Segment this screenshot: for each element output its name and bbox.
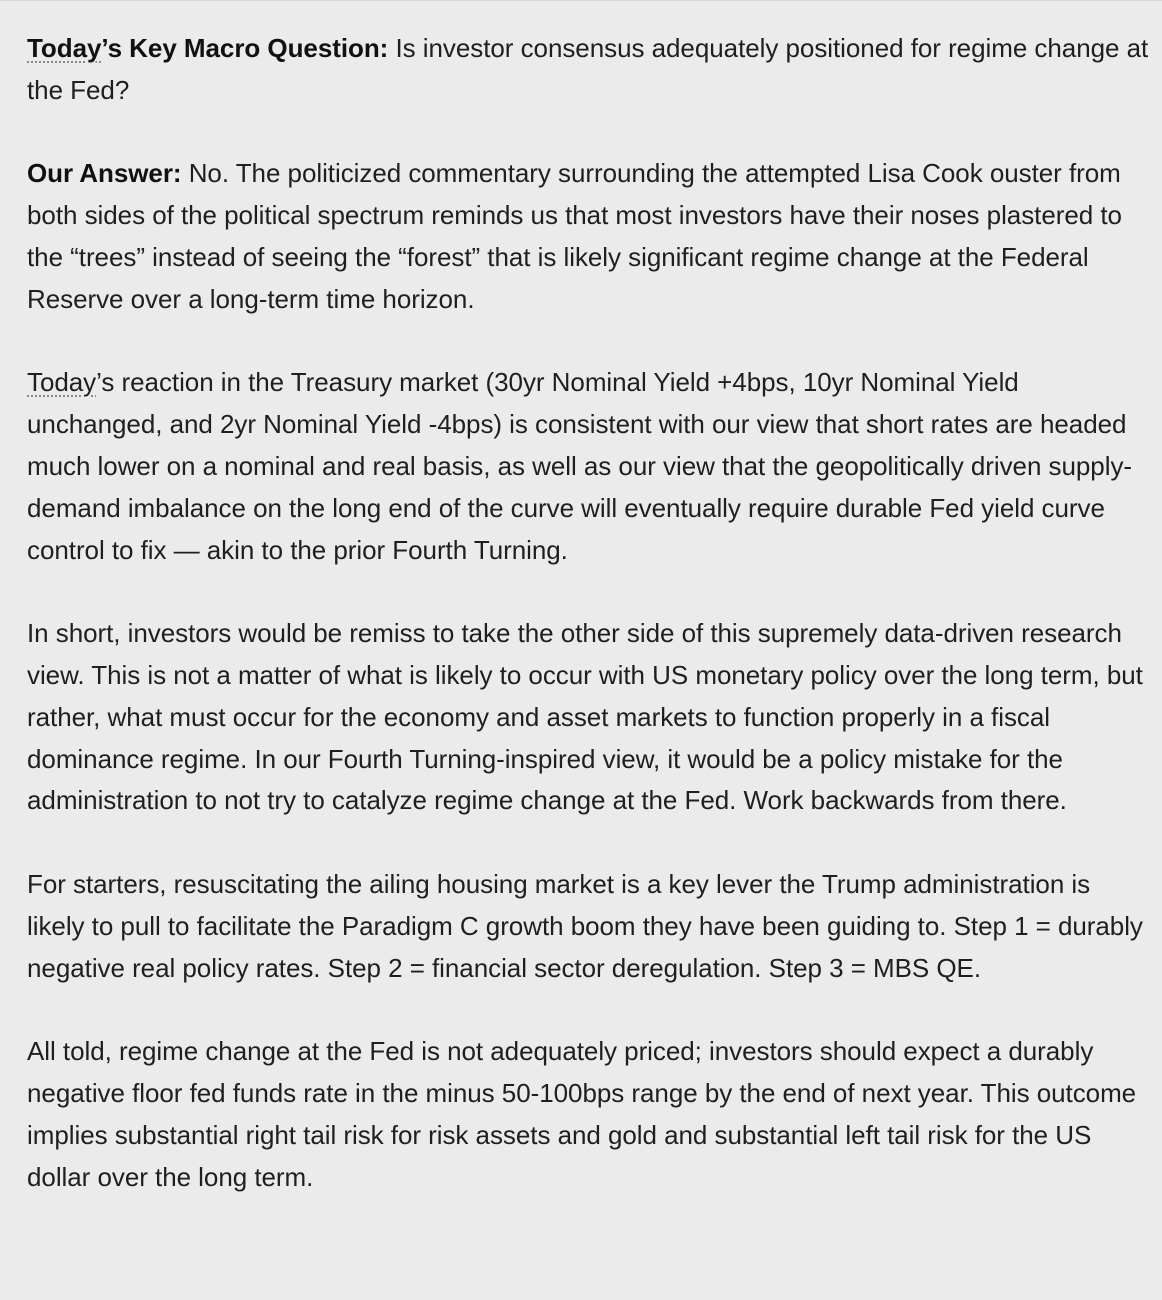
in-short-text: In short, investors would be remiss to take the other side of this supremely data-driven research view. This is not a matter of what is likely to occur with US monetary policy over the long term, but rather, what must occur for the economy and asset markets to function properly in a fiscal dominance regime. In our Fourth Turning-inspired view, it would be a policy mistake for the administration to not try to catalyze regime change at the Fed. Work backwards from there. bbox=[27, 618, 1143, 816]
article-body bbox=[27, 28, 1152, 1198]
paragraph-treasury-reaction bbox=[27, 362, 1152, 571]
key-question-text: Is investor consensus adequately positioned for regime change at the Fed? bbox=[27, 33, 1149, 105]
our-answer-label: Our Answer: bbox=[27, 158, 182, 189]
paragraph-for-starters bbox=[27, 864, 1152, 989]
paragraph-our-answer bbox=[27, 153, 1152, 320]
our-answer-text: No. The politicized commentary surrounding the attempted Lisa Cook ouster from both sides of the political spectrum reminds us that most investors have their noses plastered to the “trees” instead of seeing the “forest” that is likely significant regime change at the Federal Reserve over a long-term time horizon. bbox=[27, 158, 1122, 314]
treasury-reaction-text: ’s reaction in the Treasury market (30yr Nominal Yield +4bps, 10yr Nominal Yield unchanged, and 2yr Nominal Yield -4bps) is consistent with our view that short rates are headed much lower on a nominal and real basis, as well as our view that the geopolitically driven supply-demand imbalance on the long end of the curve will eventually require durable Fed yield curve control to fix — akin to the prior Fourth Turning. bbox=[27, 367, 1133, 565]
paragraph-key-question bbox=[27, 28, 1152, 112]
all-told-text: All told, regime change at the Fed is not adequately priced; investors should expect a durably negative floor fed funds rate in the minus 50-100bps range by the end of next year. This outcome implies substantial right tail risk for risk assets and gold and substantial left tail risk for the US dollar over the long term. bbox=[27, 1036, 1137, 1192]
paragraph-in-short bbox=[27, 613, 1152, 822]
treasury-today-marked: Today bbox=[27, 367, 97, 398]
lead-today-marked: Today bbox=[27, 33, 102, 63]
paragraph-all-told bbox=[27, 1031, 1152, 1198]
key-question-label: ’s Key Macro Question: bbox=[101, 33, 389, 63]
for-starters-text: For starters, resuscitating the ailing housing market is a key lever the Trump administration is likely to pull to facilitate the Paradigm C growth boom they have been guiding to. Step 1 = durably negative real policy rates. Step 2 = financial sector deregulation. Step 3 = MBS QE. bbox=[27, 868, 1143, 983]
